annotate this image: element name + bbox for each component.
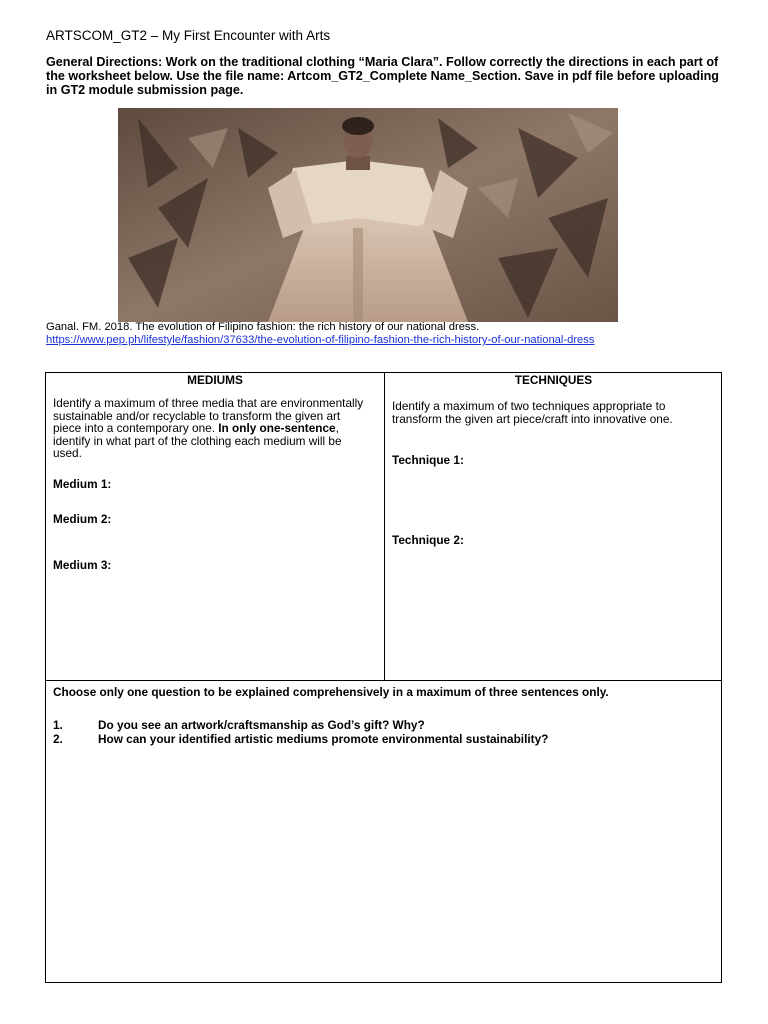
question-number: 2. xyxy=(53,732,63,746)
medium-3-label: Medium 3: xyxy=(53,558,112,572)
question-text: Do you see an artwork/craftsmanship as God’s gift? Why? xyxy=(98,718,425,732)
general-directions: General Directions: Work on the traditional clothing “Maria Clara”. Follow correctly the directions in each part of the worksheet below. Use the file name: Artcom_GT2_Complete Name_Section. Save in pdf file before uploading in GT2 module submission page. xyxy=(46,55,719,97)
worksheet-table xyxy=(45,372,722,983)
technique-1-label: Technique 1: xyxy=(392,453,464,467)
question-text: How can your identified artistic mediums promote environmental sustainability? xyxy=(98,732,549,746)
image-credit xyxy=(46,321,594,347)
medium-2-label: Medium 2: xyxy=(53,512,112,526)
source-link[interactable]: https://www.pep.ph/lifestyle/fashion/37633/the-evolution-of-filipino-fashion-the-rich-history-of-our-national-dress xyxy=(46,334,595,346)
mediums-instruction-emphasis: In only one-sentence xyxy=(218,421,336,435)
mediums-instruction xyxy=(53,397,369,460)
mediums-instruction-a: Identify a maximum of three media that are environmentally sustainable and/or recyclable to transform the given art piece into a contemporary one. xyxy=(53,396,364,435)
page-title: ARTSCOM_GT2 – My First Encounter with Arts xyxy=(46,28,331,43)
question-number: 1. xyxy=(53,718,63,732)
maria-clara-photo-graphic xyxy=(118,108,618,322)
maria-clara-photo xyxy=(118,108,618,322)
row-divider xyxy=(46,680,721,681)
mediums-heading: MEDIUMS xyxy=(187,373,243,387)
citation-text: Ganal. FM. 2018. The evolution of Filipino fashion: the rich history of our national dress. xyxy=(46,321,480,333)
question-instruction: Choose only one question to be explained comprehensively in a maximum of three sentences only. xyxy=(53,685,609,699)
techniques-instruction: Identify a maximum of two techniques appropriate to transform the given art piece/craft into innovative one. xyxy=(392,399,673,426)
techniques-heading: TECHNIQUES xyxy=(514,373,593,387)
technique-2-label: Technique 2: xyxy=(392,533,464,547)
column-divider xyxy=(384,373,385,680)
medium-1-label: Medium 1: xyxy=(53,477,112,491)
mediums-instruction-b: , identify in what part of the clothing each medium will be used. xyxy=(53,421,342,460)
